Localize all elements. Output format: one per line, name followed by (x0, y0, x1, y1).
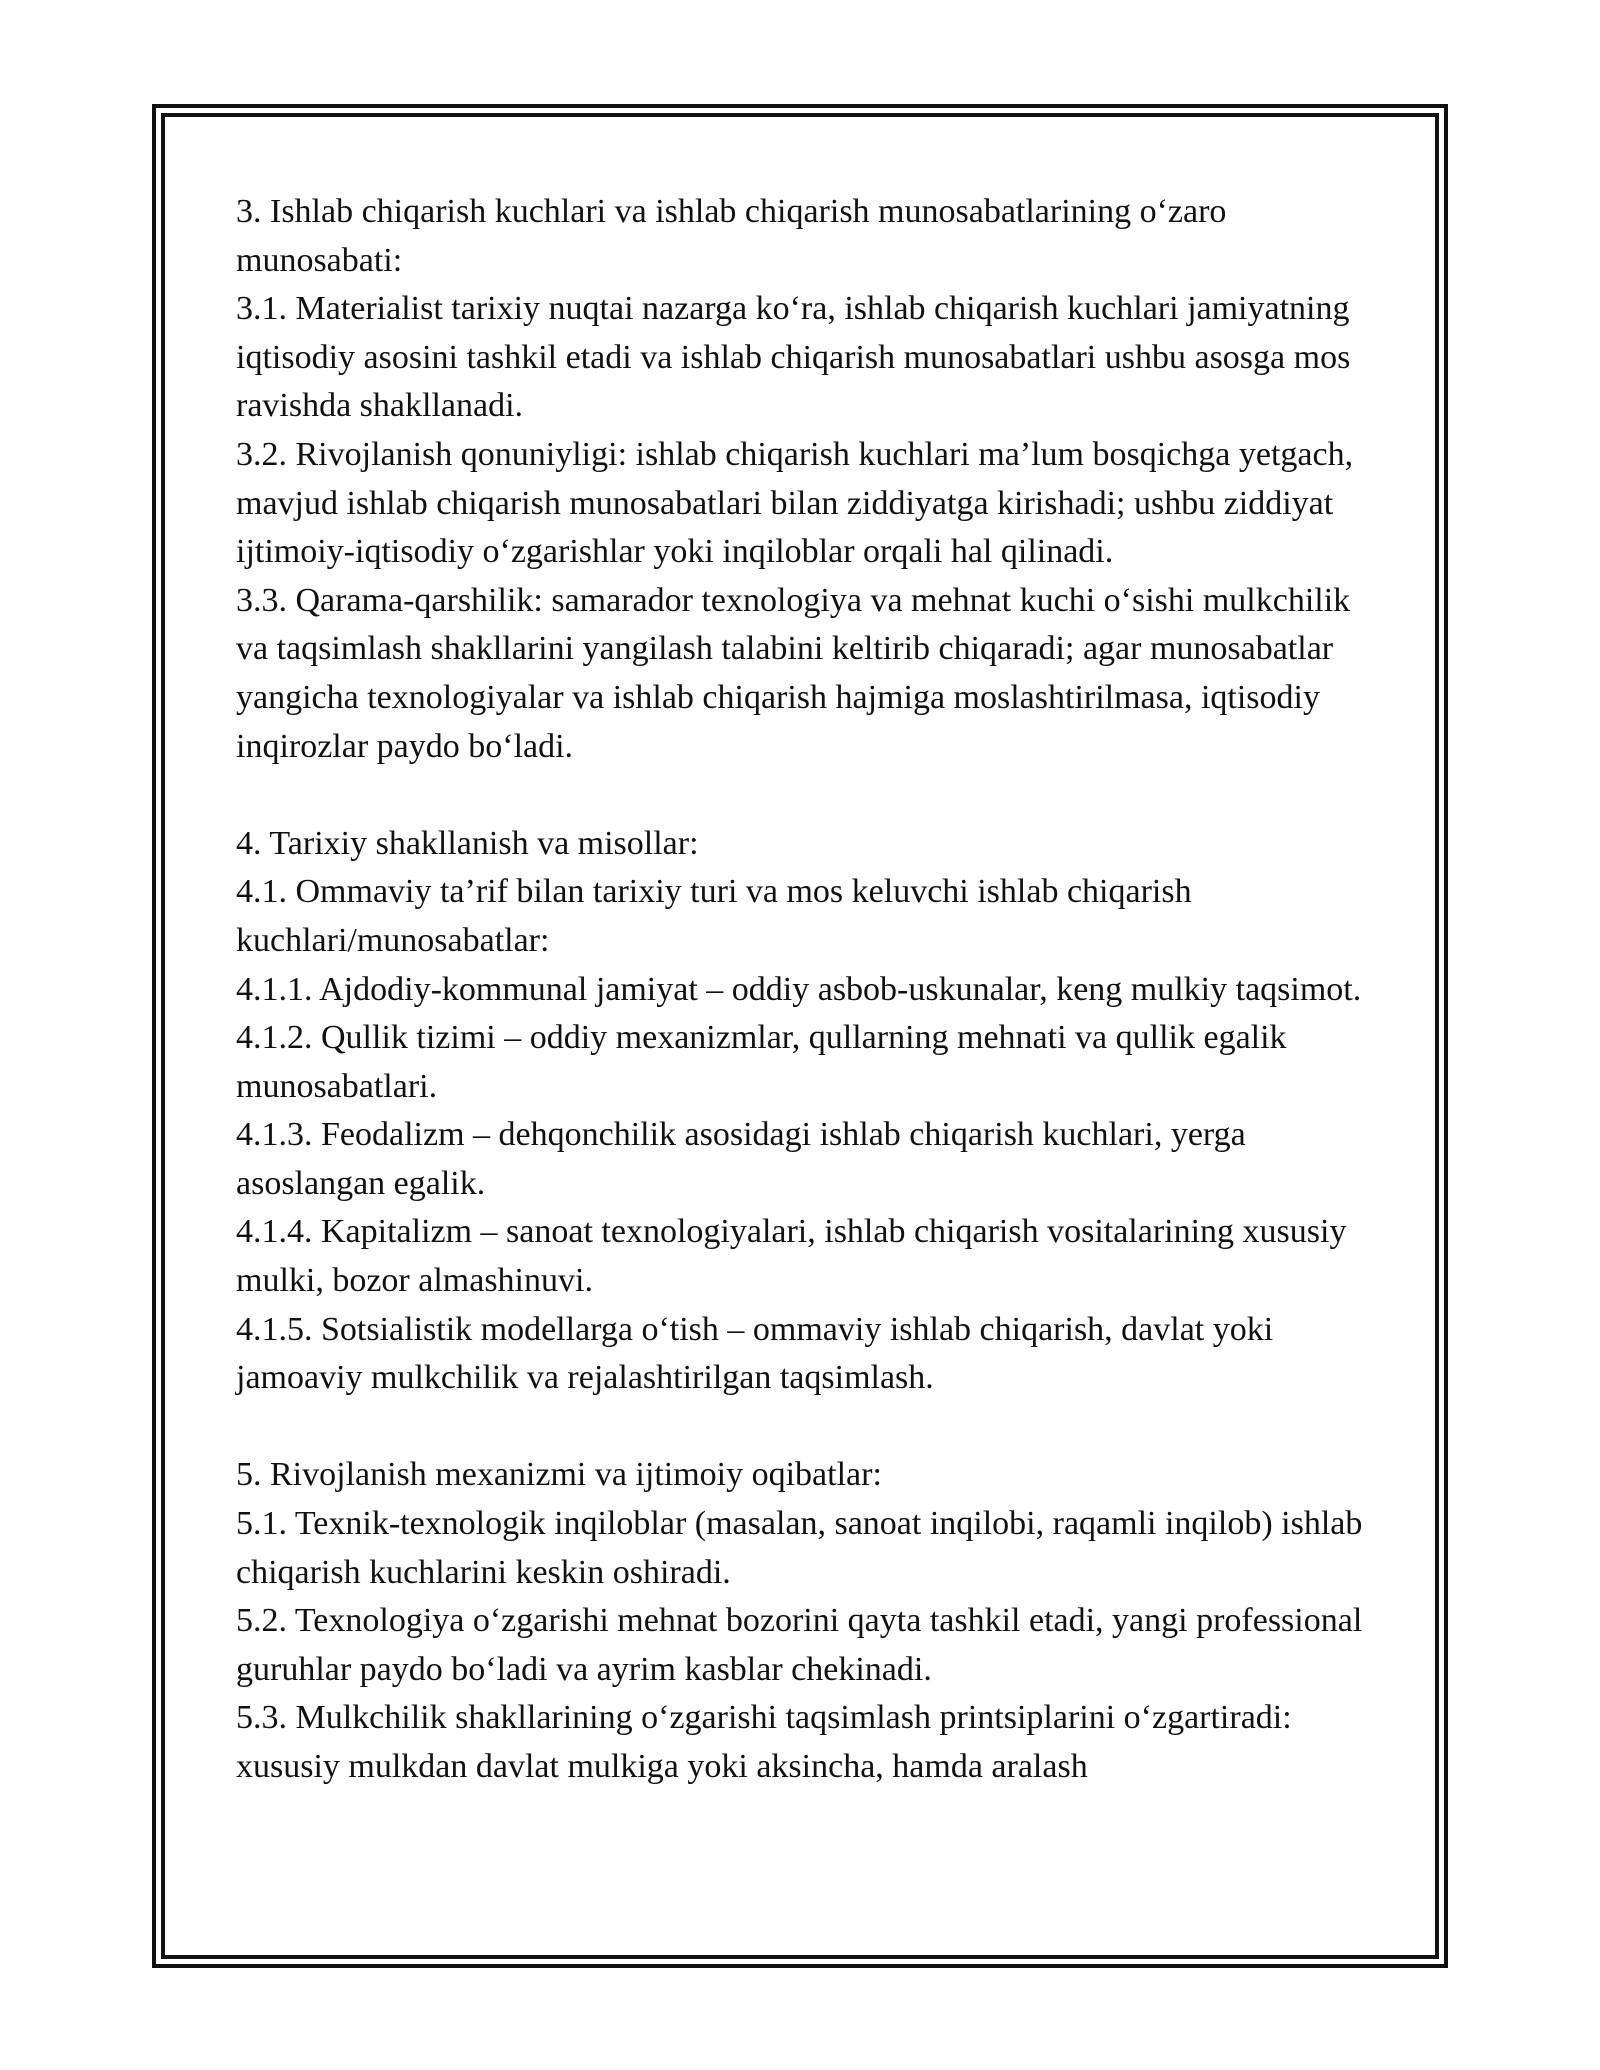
section-4-heading: 4. Tarixiy shakllanish va misollar: (236, 824, 699, 862)
section-3-heading: 3. Ishlab chiqarish kuchlari va ishlab chiqarish munosabatlarining o‘zaro munosabati: (236, 193, 1227, 279)
section-historical-forms (236, 820, 1376, 1403)
paragraph-3-1: 3.1. Materialist tarixiy nuqtai nazarga ko‘ra, ishlab chiqarish kuchlari jamiyatning iqtisodiy asosini tashkil etadi va ishlab chiqarish munosabatlari ushbu asosga mos ravishda shakllanadi. (236, 290, 1351, 425)
paragraph-4-1-2: 4.1.2. Qullik tizimi – oddiy mexanizmlar, qullarning mehnati va qullik egalik munosabatlari. (236, 1019, 1287, 1105)
paragraph-4-1-3: 4.1.3. Feodalizm – dehqonchilik asosidagi ishlab chiqarish kuchlari, yerga asoslangan egalik. (236, 1116, 1246, 1202)
section-production-relations (236, 188, 1376, 771)
section-gap (236, 1403, 1376, 1452)
paragraph-5-3: 5.3. Mulkchilik shakllarining o‘zgarishi taqsimlash printsiplarini o‘zgartiradi: xususiy mulkdan davlat mulkiga yoki aksincha, hamda aralash (236, 1699, 1292, 1785)
paragraph-4-1-5: 4.1.5. Sotsialistik modellarga o‘tish – ommaviy ishlab chiqarish, davlat yoki jamoaviy mulkchilik va rejalashtirilgan taqsimlash. (236, 1310, 1274, 1397)
paragraph-4-1: 4.1. Ommaviy ta’rif bilan tarixiy turi va mos keluvchi ishlab chiqarish kuchlari/munosabatlar: (236, 873, 1192, 959)
section-5-heading: 5. Rivojlanish mexanizmi va ijtimoiy oqibatlar: (236, 1456, 882, 1494)
document-body (236, 188, 1376, 1792)
paragraph-4-1-4: 4.1.4. Kapitalizm – sanoat texnologiyalari, ishlab chiqarish vositalarining xususiy mulki, bozor almashinuvi. (236, 1213, 1347, 1300)
section-development-mechanism (236, 1451, 1376, 1791)
section-gap (236, 771, 1376, 820)
paragraph-5-1: 5.1. Texnik-texnologik inqiloblar (masalan, sanoat inqilobi, raqamli inqilob) ishlab chiqarish kuchlarini keskin oshiradi. (236, 1505, 1363, 1591)
paragraph-3-3: 3.3. Qarama-qarshilik: samarador texnologiya va mehnat kuchi o‘sishi mulkchilik va taqsimlash shakllarini yangilash talabini keltirib chiqaradi; agar munosabatlar yangicha texnologiyalar va ishlab chiqarish hajmiga moslashtirilmasa, iqtisodiy inqirozlar paydo bo‘ladi. (236, 581, 1351, 765)
paragraph-3-2: 3.2. Rivojlanish qonuniyligi: ishlab chiqarish kuchlari ma’lum bosqichga yetgach, mavjud ishlab chiqarish munosabatlari bilan ziddiyatga kirishadi; ushbu ziddiyat ijtimoiy-iqtisodiy o‘zgarishlar yoki inqiloblar orqali hal qilinadi. (236, 435, 1354, 571)
paragraph-4-1-1: 4.1.1. Ajdodiy-kommunal jamiyat – oddiy asbob-uskunalar, keng mulkiy taqsimot. (236, 970, 1362, 1008)
paragraph-5-2: 5.2. Texnologiya o‘zgarishi mehnat bozorini qayta tashkil etadi, yangi professional guruhlar paydo bo‘ladi va ayrim kasblar chekinadi. (236, 1602, 1363, 1688)
